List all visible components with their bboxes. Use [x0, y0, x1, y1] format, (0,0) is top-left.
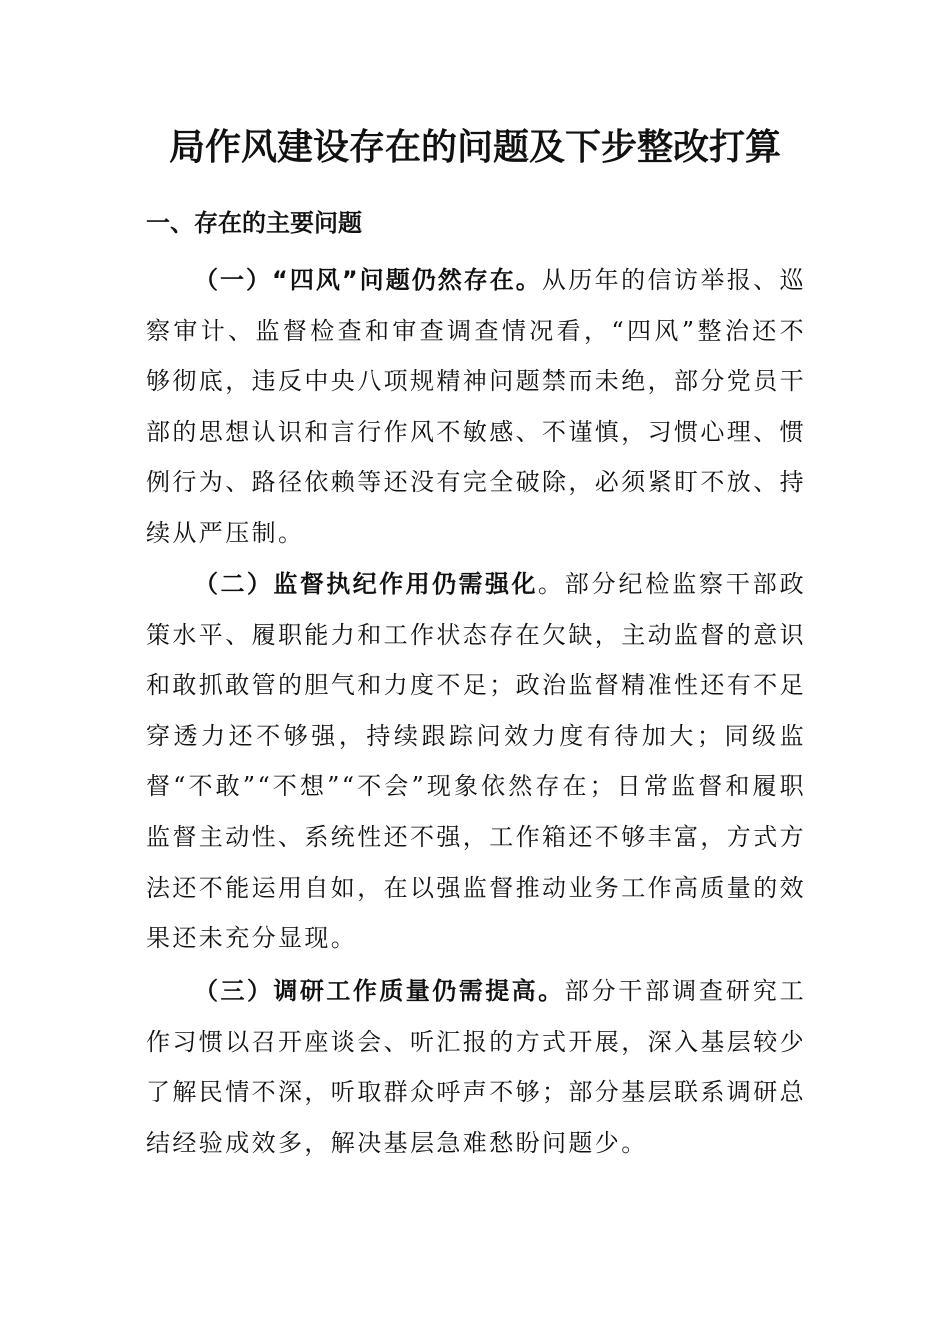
paragraph-2-body: 。部分纪检监察干部政策水平、履职能力和工作状态存在欠缺，主动监督的意识和敢抓敢管的胆气和力度不足；政治监督精准性还有不足穿透力还不够强，持续跟踪问效力度有待加大；同级监督“不敢”“不想”“不会”现象依然存在；日常监督和履职监督主动性、系统性还不强，工作箱还不够丰富，方式方法还不能运用自如，在以强监督推动业务工作高质量的效果还未充分显现。	[146, 570, 807, 953]
paragraph-1	[146, 255, 806, 559]
paragraph-1-lead: （一）“四风”问题仍然存在。	[194, 266, 542, 294]
section-heading: 一、存在的主要问题	[146, 209, 362, 237]
document-title: 局作风建设存在的问题及下步整改打算	[168, 126, 781, 168]
paragraph-3-lead: （三）调研工作质量仍需提高。	[194, 977, 565, 1005]
paragraph-1-body: 从历年的信访举报、巡察审计、监督检查和审查调查情况看，“四风”整治还不够彻底，违反中央八项规精神问题禁而未绝，部分党员干部的思想认识和言行作风不敏感、不谨慎，习惯心理、惯例行为、路径依赖等还没有完全破除，必须紧盯不放、持续从严压制。	[146, 266, 807, 547]
paragraph-2	[146, 559, 806, 964]
paragraph-3-body: 部分干部调查研究工作习惯以召开座谈会、听汇报的方式开展，深入基层较少了解民情不深，听取群众呼声不够；部分基层联系调研总结经验成效多，解决基层急难愁盼问题少。	[146, 977, 807, 1157]
paragraph-2-lead: （二）监督执纪作用仍需强化	[194, 570, 538, 598]
paragraph-3	[146, 966, 806, 1168]
